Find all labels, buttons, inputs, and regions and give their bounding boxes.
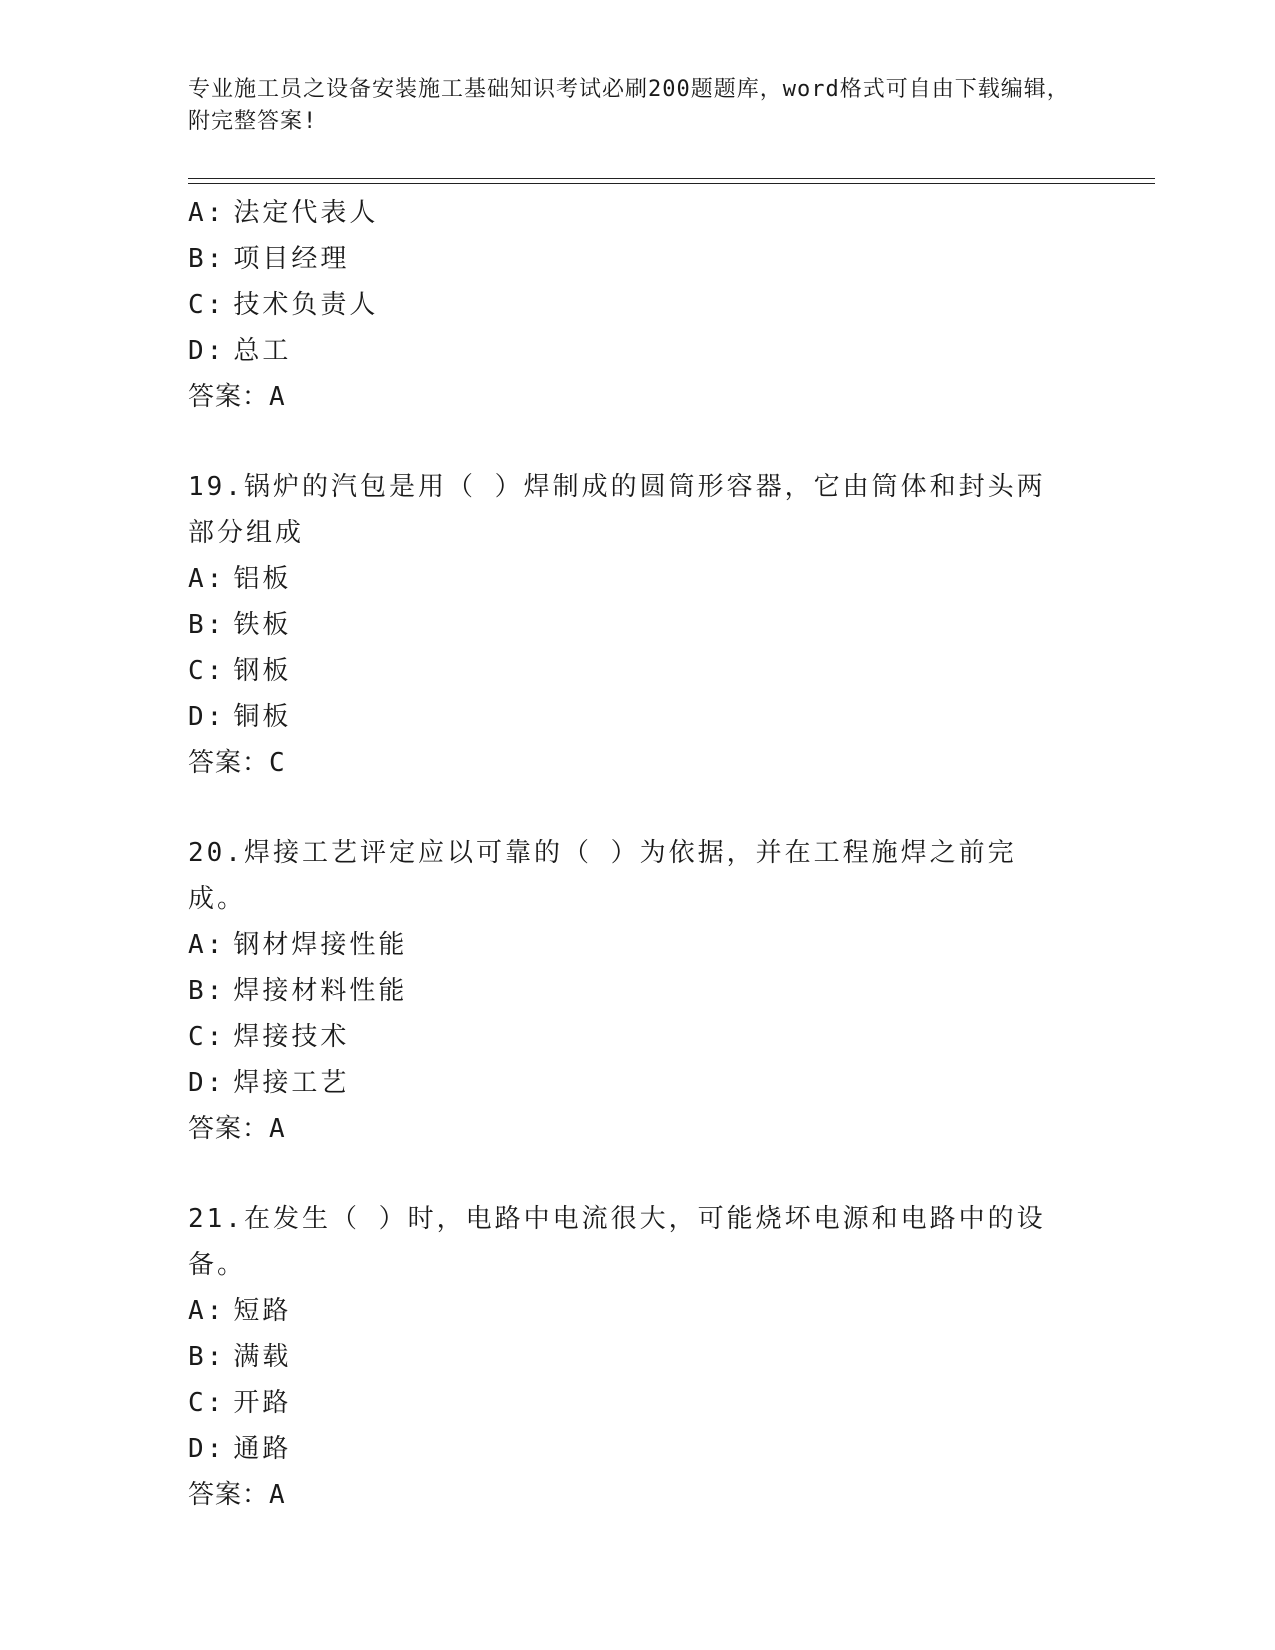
answer-value: A	[269, 1114, 286, 1144]
option-text: 焊接材料性能	[233, 976, 408, 1006]
option-key: A:	[188, 198, 226, 228]
option-text: 技术负责人	[233, 290, 379, 320]
option-a	[188, 556, 1088, 602]
option-text: 满载	[233, 1342, 292, 1372]
option-text: 项目经理	[233, 244, 350, 274]
option-text: 通路	[233, 1434, 292, 1464]
option-key: A:	[188, 1296, 226, 1326]
option-d	[188, 694, 1088, 740]
answer-label: 答案：	[188, 1114, 270, 1144]
option-b	[188, 236, 1088, 282]
option-key: C:	[188, 290, 226, 320]
question-text: 19.锅炉的汽包是用（ ）焊制成的圆筒形容器，它由筒体和封头两部分组成	[188, 472, 1046, 548]
question-block-21	[188, 1196, 1088, 1518]
question-block-partial	[188, 190, 1088, 420]
answer-line	[188, 740, 1088, 786]
option-key: B:	[188, 1342, 226, 1372]
option-c	[188, 282, 1088, 328]
answer-value: C	[269, 748, 286, 778]
header-divider-top	[188, 178, 1155, 179]
option-key: D:	[188, 1068, 226, 1098]
option-c	[188, 648, 1088, 694]
answer-label: 答案：	[188, 382, 270, 412]
spacer	[188, 786, 1088, 830]
option-text: 法定代表人	[233, 198, 379, 228]
option-key: C:	[188, 656, 226, 686]
option-key: B:	[188, 976, 226, 1006]
option-key: B:	[188, 610, 226, 640]
question-block-20	[188, 830, 1088, 1152]
answer-label: 答案：	[188, 1480, 270, 1510]
option-text: 短路	[233, 1296, 292, 1326]
answer-label: 答案：	[188, 748, 270, 778]
option-key: D:	[188, 702, 226, 732]
option-a	[188, 190, 1088, 236]
option-text: 钢板	[233, 656, 292, 686]
option-d	[188, 328, 1088, 374]
question-text: 21.在发生（ ）时，电路中电流很大，可能烧坏电源和电路中的设备。	[188, 1204, 1046, 1280]
spacer	[188, 420, 1088, 464]
question-list	[188, 190, 1088, 1518]
option-a	[188, 1288, 1088, 1334]
option-text: 开路	[233, 1388, 292, 1418]
question-block-19	[188, 464, 1088, 786]
answer-value: A	[269, 1480, 286, 1510]
option-key: C:	[188, 1022, 226, 1052]
option-key: D:	[188, 1434, 226, 1464]
option-key: D:	[188, 336, 226, 366]
spacer	[188, 1152, 1088, 1196]
option-key: A:	[188, 930, 226, 960]
header-divider-bottom	[188, 183, 1155, 184]
option-text: 铝板	[233, 564, 292, 594]
question-text: 20.焊接工艺评定应以可靠的（ ）为依据，并在工程施焊之前完成。	[188, 838, 1017, 914]
option-a	[188, 922, 1088, 968]
answer-value: A	[269, 382, 286, 412]
option-text: 铜板	[233, 702, 292, 732]
answer-line	[188, 1472, 1088, 1518]
option-d	[188, 1060, 1088, 1106]
option-b	[188, 968, 1088, 1014]
option-key: B:	[188, 244, 226, 274]
option-key: A:	[188, 564, 226, 594]
option-d	[188, 1426, 1088, 1472]
option-key: C:	[188, 1388, 226, 1418]
option-b	[188, 602, 1088, 648]
answer-line	[188, 374, 1088, 420]
option-text: 焊接工艺	[233, 1068, 350, 1098]
document-header-title: 专业施工员之设备安装施工基础知识考试必刷200题题库，word格式可自由下载编辑，附完整答案!	[188, 77, 1070, 134]
answer-line	[188, 1106, 1088, 1152]
option-c	[188, 1014, 1088, 1060]
option-c	[188, 1380, 1088, 1426]
option-text: 焊接技术	[233, 1022, 350, 1052]
option-text: 钢材焊接性能	[233, 930, 408, 960]
option-text: 铁板	[233, 610, 292, 640]
option-b	[188, 1334, 1088, 1380]
option-text: 总工	[233, 336, 292, 366]
